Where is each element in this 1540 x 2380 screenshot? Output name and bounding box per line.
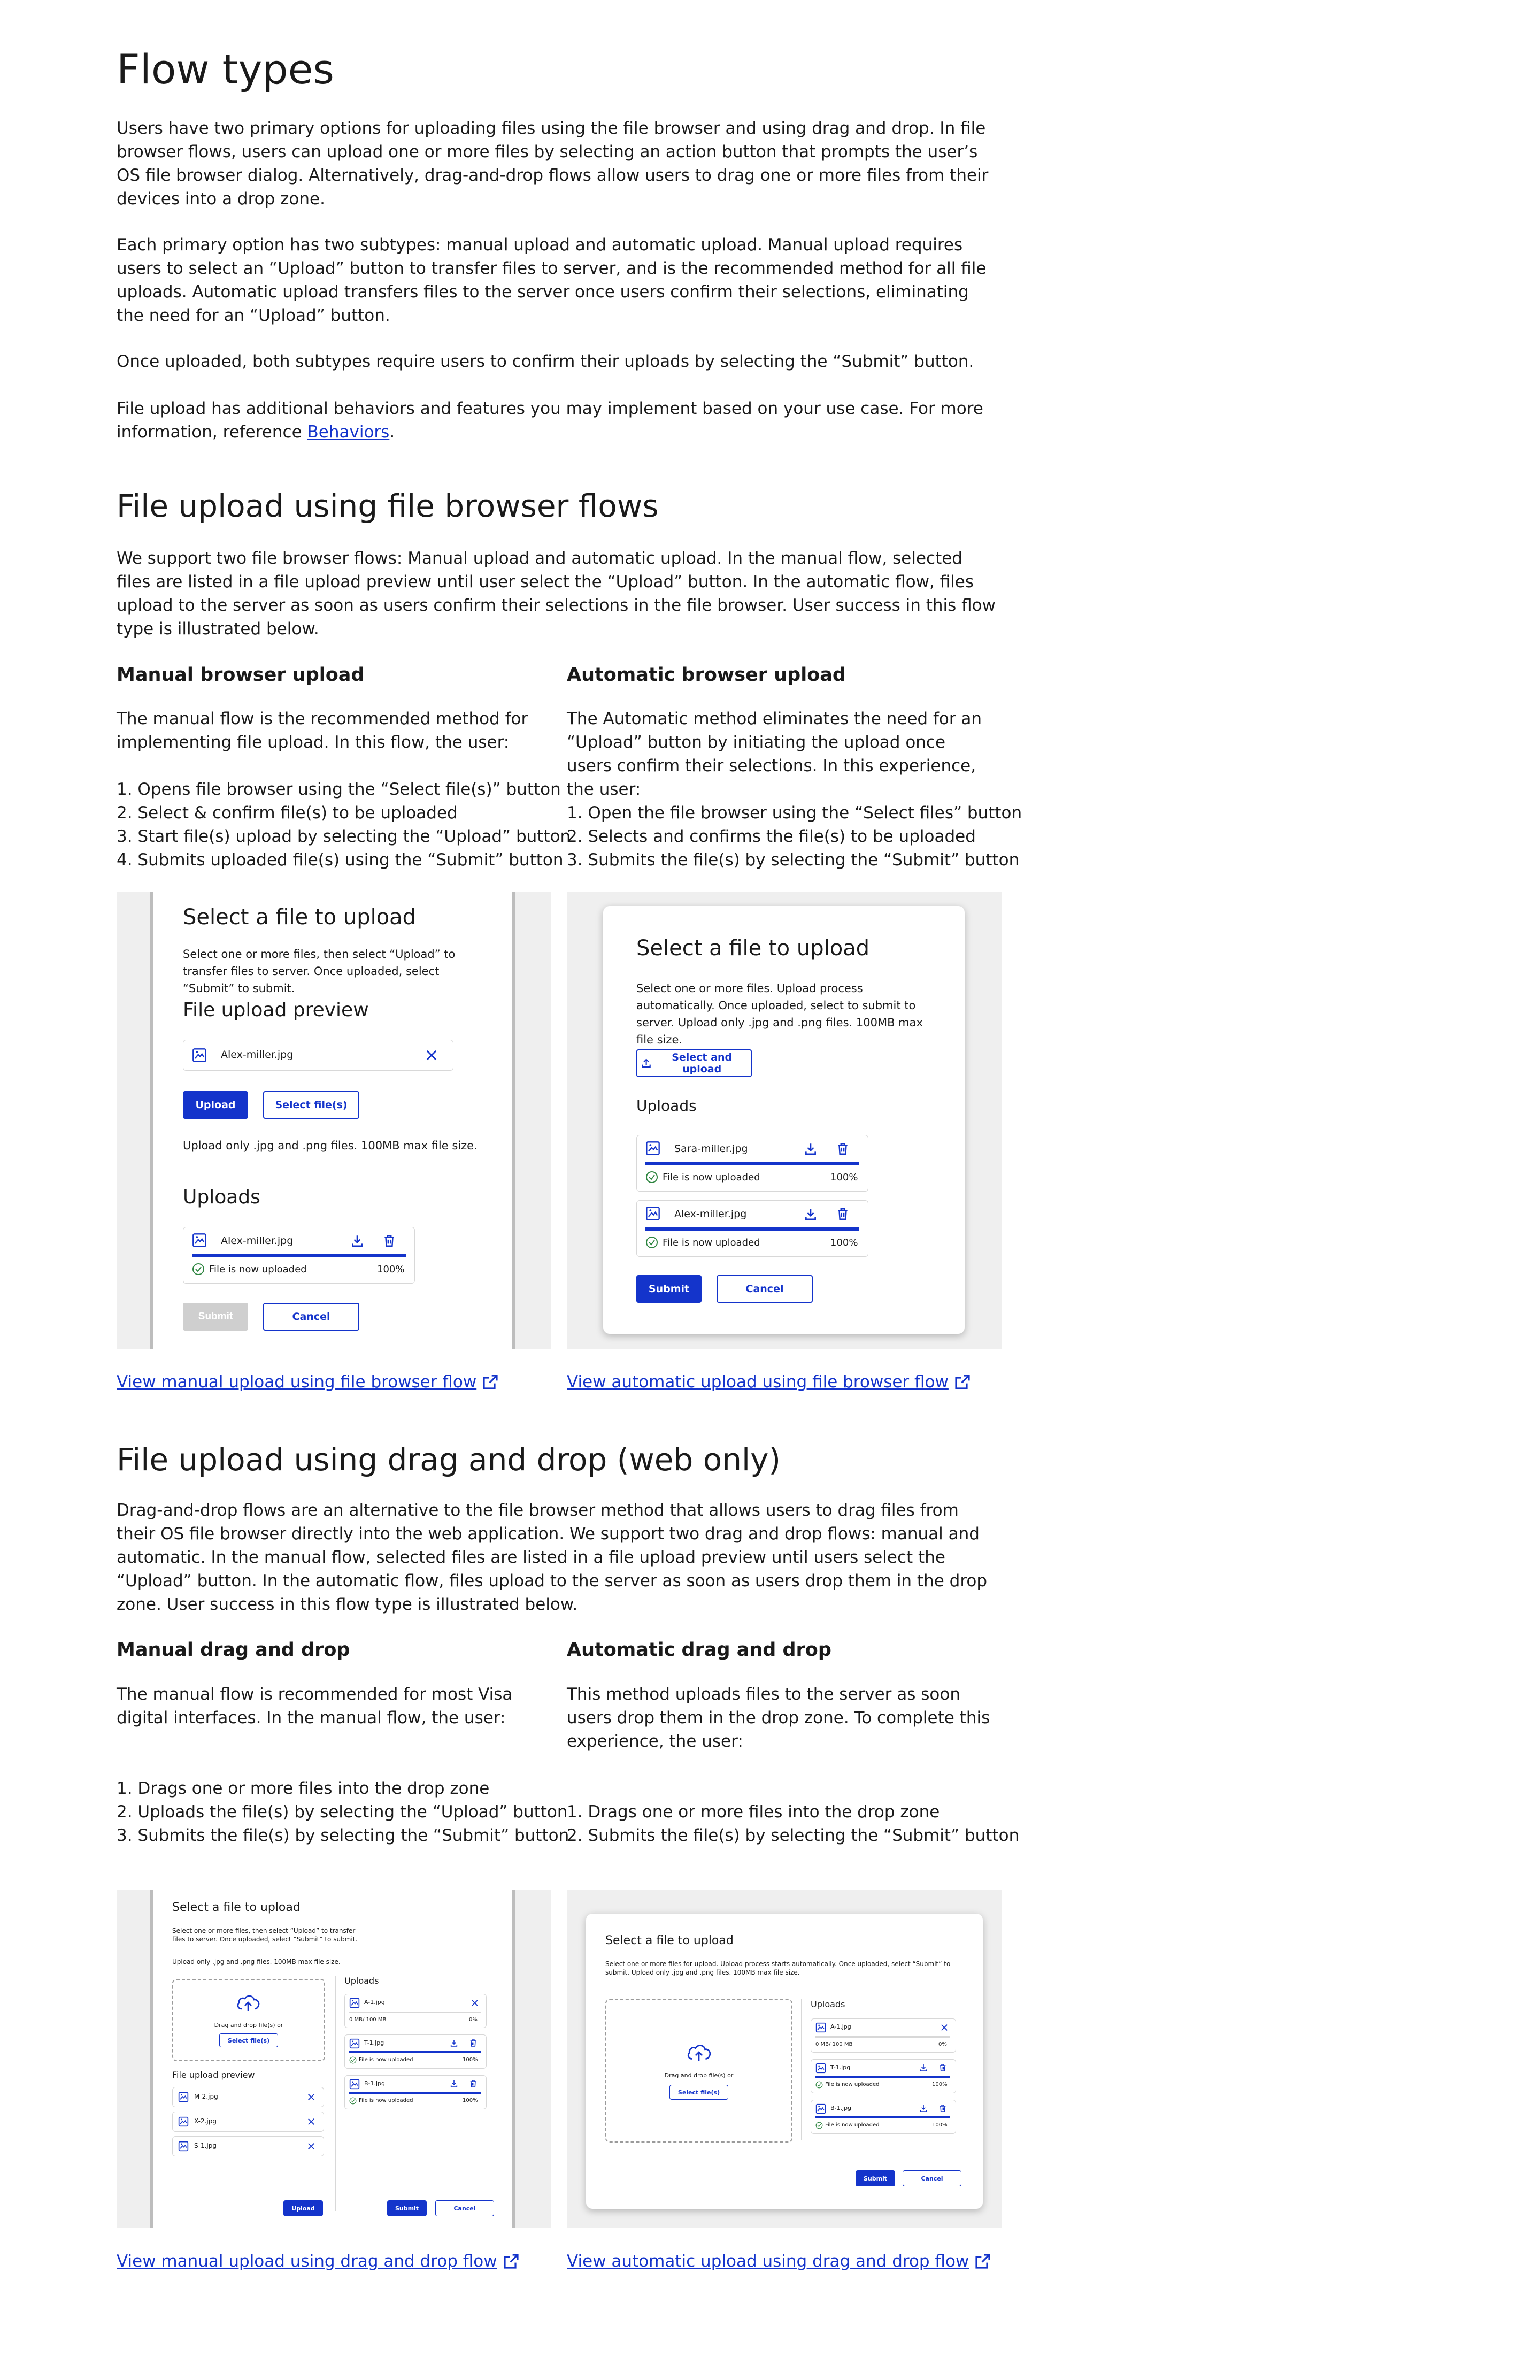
check-circle-icon [645, 1236, 658, 1249]
upload-status: File is now uploaded [825, 2082, 880, 2087]
upload-icon [641, 1057, 652, 1070]
cancel-button[interactable]: Cancel [263, 1303, 359, 1331]
automatic-browser-screenshot [567, 892, 1002, 1349]
pending-file-card [344, 1994, 487, 2028]
file-browser-flows-intro: We support two file browser flows: Manual upload and automatic upload. In the manual flow, selected files are listed in a file upload preview until user select the “Upload” button. In the automatic flow, files upload to the server as soon as users confirm their selections in the file browser. User success in this flow type is illustrated below. [117, 549, 996, 639]
dialog-description: Select one or more files for upload. Upload process starts automatically. Once uploaded, select “Submit” to submit. Upload only .jpg and .png files. 100MB max file size. [605, 1960, 951, 1976]
select-files-button[interactable]: Select file(s) [263, 1091, 359, 1119]
file-name: Alex-miller.jpg [674, 1208, 747, 1220]
manual-browser-upload-description [117, 707, 534, 754]
check-circle-icon [645, 1171, 658, 1184]
uploaded-file-card [811, 2100, 956, 2134]
preview-file-row [172, 2136, 324, 2156]
file-type-hint: Upload only .jpg and .png files. 100MB max file size. [183, 1139, 478, 1152]
manual-browser-desc-text: The manual flow is the recommended method for implementing file upload. In this flow, the user: [117, 709, 528, 752]
automatic-drag-drop-steps [567, 1800, 1019, 1847]
auto-browser-desc-text: The Automatic method eliminates the need for an “Upload” button by initiating the upload once users confirm their selections. In this experience, the user: [567, 709, 982, 799]
image-file-icon [815, 2103, 826, 2114]
drop-zone-text: Drag and drop file(s) or [664, 2072, 734, 2079]
close-icon[interactable] [306, 2092, 316, 2102]
cancel-button[interactable]: Cancel [435, 2200, 494, 2216]
upload-percent: 100% [830, 1237, 858, 1248]
dialog-description: Select one or more files. Upload process automatically. Once uploaded, select to submit to server. Upload only .jpg and .png files. 100MB max file size. [636, 982, 923, 1046]
file-name: Alex-miller.jpg [221, 1235, 294, 1247]
drag-and-drop-title: File upload using drag and drop (web only) [117, 1441, 781, 1478]
uploaded-file-card [183, 1227, 415, 1284]
behaviors-link[interactable]: Behaviors [307, 423, 390, 442]
file-name: B-1.jpg [830, 2105, 852, 2112]
upload-percent: 100% [932, 2082, 948, 2087]
select-and-upload-button[interactable] [636, 1049, 752, 1077]
pending-file-card [811, 2018, 956, 2053]
flow-types-paragraph-4 [117, 397, 999, 444]
close-icon[interactable] [470, 1998, 480, 2008]
step-item: 2. Select & confirm file(s) to be uploaded [117, 803, 458, 823]
check-circle-icon [192, 1263, 205, 1276]
image-file-icon [645, 1141, 660, 1156]
progress-bar [349, 2051, 481, 2053]
external-link-icon [954, 1373, 971, 1391]
external-link-icon [503, 2253, 520, 2270]
upload-percent: 100% [377, 1264, 405, 1275]
trash-icon[interactable] [469, 2039, 478, 2047]
progress-bar [349, 2012, 481, 2013]
view-manual-browser-link[interactable] [117, 1372, 499, 1392]
image-file-icon [349, 2079, 360, 2090]
close-icon[interactable] [306, 2117, 316, 2126]
manual-drag-drop-steps [117, 1777, 569, 1847]
preview-file-row [183, 1040, 453, 1071]
drag-and-drop-intro: Drag-and-drop flows are an alternative to the file browser method that allows users to drag files from their OS file browser directly into the web application. We support two drag and drop flows: manual and automatic. In the manual flow, selected files are listed in a file upload preview until users select the “Upload” button. In the automatic flow, files upload to the server as soon as users drop them in the drop zone. User success in this flow type is illustrated below. [117, 1501, 988, 1614]
frame-edge [150, 1890, 153, 2228]
check-circle-icon [349, 2056, 357, 2064]
step-item: 1. Drags one or more files into the drop zone [567, 1802, 940, 1822]
file-name: Sara-miller.jpg [674, 1143, 748, 1155]
select-files-button[interactable]: Select file(s) [669, 2085, 728, 2100]
flow-types-title: Flow types [117, 45, 335, 93]
automatic-browser-upload-heading: Automatic browser upload [567, 664, 846, 686]
file-name: A-1.jpg [830, 2023, 851, 2030]
image-file-icon [815, 2022, 826, 2033]
upload-percent: 100% [463, 2098, 478, 2103]
dialog-card [586, 1914, 983, 2209]
external-link-icon [482, 1373, 499, 1391]
upload-size: 0 MB/ 100 MB [815, 2041, 853, 2047]
manual-browser-screenshot [117, 892, 551, 1349]
dialog-description: Select one or more files, then select “Upload” to transfer files to server. Once uploaded, select “Submit” to submit. [172, 1927, 358, 1943]
progress-bar [645, 1227, 859, 1231]
step-item: 3. Submits the file(s) by selecting the “Submit” button [567, 850, 1020, 870]
manual-browser-steps [117, 778, 571, 872]
progress-bar [349, 2092, 481, 2094]
paragraph-4-text: File upload has additional behaviors and features you may implement based on your use case. For more information, reference [117, 399, 983, 442]
download-icon[interactable] [919, 2104, 928, 2113]
trash-icon[interactable] [469, 2079, 478, 2088]
file-type-hint: Upload only .jpg and .png files. 100MB max file size. [172, 1958, 341, 1966]
step-item: 2. Uploads the file(s) by selecting the “Upload” button [117, 1802, 568, 1822]
uploads-title: Uploads [636, 1097, 697, 1115]
manual-browser-upload-heading: Manual browser upload [117, 664, 365, 686]
image-file-icon [349, 1998, 360, 2008]
paragraph-4-end: . [389, 423, 395, 442]
automatic-drag-drop-description [567, 1683, 995, 1753]
view-automatic-browser-link[interactable] [567, 1372, 971, 1392]
flow-types-paragraph-2: Each primary option has two subtypes: manual upload and automatic upload. Manual upload requires users to select an “Upload” button to transfer files to server, and is the recommended method for all file uploads. Automatic upload transfers files to the server once users confirm their selections, eliminating the need for an “Upload” button. [117, 235, 987, 325]
upload-size: 0 MB/ 100 MB [349, 2017, 387, 2023]
upload-percent: 0% [938, 2041, 947, 2047]
progress-bar [815, 2036, 950, 2038]
link-text: View automatic upload using drag and drop flow [567, 2252, 969, 2271]
download-icon[interactable] [919, 2063, 928, 2072]
check-circle-icon [349, 2097, 357, 2105]
step-item: 2. Selects and confirms the file(s) to be uploaded [567, 827, 976, 846]
uploaded-file-card [636, 1200, 868, 1257]
trash-icon[interactable] [836, 1207, 850, 1221]
progress-bar [815, 2116, 950, 2118]
step-item: 1. Open the file browser using the “Select files” button [567, 803, 1022, 823]
preview-file-row [172, 2087, 324, 2107]
upload-status: File is now uploaded [663, 1237, 760, 1248]
download-icon[interactable] [450, 2079, 458, 2088]
view-manual-drag-drop-link[interactable] [117, 2252, 520, 2271]
cloud-upload-icon [235, 1992, 261, 2013]
upload-status: File is now uploaded [209, 1264, 307, 1275]
drop-zone-text: Drag and drop file(s) or [214, 2022, 283, 2029]
uploaded-file-card [636, 1135, 868, 1192]
image-file-icon [192, 1048, 207, 1063]
upload-percent: 100% [463, 2057, 478, 2063]
upload-percent: 100% [830, 1172, 858, 1183]
flow-types-paragraph-1: Users have two primary options for uploading files using the file browser and using drag and drop. In file browser flows, users can upload one or more files by selecting an action button that prompts the user’s OS file browser dialog. Alternatively, drag-and-drop flows allow users to drag one or more files from their devices into a drop zone. [117, 119, 989, 209]
step-item: 1. Opens file browser using the “Select file(s)” button [117, 780, 561, 799]
frame-edge [150, 892, 153, 1349]
manual-drag-drop-description [117, 1683, 534, 1730]
step-item: 2. Submits the file(s) by selecting the “Submit” button [567, 1826, 1020, 1845]
cloud-upload-icon [686, 2041, 712, 2063]
image-file-icon [349, 2038, 360, 2049]
view-automatic-drag-drop-link[interactable] [567, 2252, 991, 2271]
upload-button[interactable]: Upload [283, 2200, 323, 2216]
dialog-title: Select a file to upload [172, 1901, 301, 1914]
close-icon[interactable] [424, 1048, 439, 1063]
image-file-icon [815, 2063, 826, 2074]
file-name: X-2.jpg [194, 2117, 217, 2125]
download-icon[interactable] [804, 1142, 818, 1156]
cancel-button[interactable]: Cancel [903, 2170, 961, 2186]
uploads-title: Uploads [811, 1999, 845, 2009]
check-circle-icon [815, 2122, 823, 2129]
cancel-button[interactable]: Cancel [717, 1275, 813, 1303]
upload-status: File is now uploaded [359, 2057, 413, 2063]
step-item: 3. Start file(s) upload by selecting the “Upload” button [117, 827, 571, 846]
uploads-title: Uploads [183, 1186, 260, 1208]
image-file-icon [178, 2092, 189, 2102]
image-file-icon [178, 2116, 189, 2127]
frame-edge [512, 1890, 515, 2228]
download-icon[interactable] [450, 2039, 458, 2047]
auto-dnd-desc-text: This method uploads files to the server as soon users drop them in the drop zone. To complete this experience, the user: [567, 1685, 990, 1751]
image-file-icon [192, 1233, 207, 1248]
upload-percent: 0% [469, 2017, 478, 2023]
dialog-description: Select one or more files, then select “Upload” to transfer files to server. Once uploaded, select “Submit” to submit. [183, 948, 456, 995]
automatic-browser-steps [567, 801, 1022, 872]
trash-icon[interactable] [836, 1142, 850, 1156]
step-item: 3. Submits the file(s) by selecting the “Submit” button [117, 1826, 569, 1845]
preview-file-row [172, 2112, 324, 2132]
select-files-button[interactable]: Select file(s) [219, 2033, 278, 2047]
manual-dnd-desc-text: The manual flow is recommended for most Visa digital interfaces. In the manual flow, the user: [117, 1685, 513, 1728]
upload-percent: 100% [932, 2122, 948, 2128]
close-icon[interactable] [306, 2141, 316, 2151]
upload-status: File is now uploaded [825, 2122, 880, 2128]
link-text: View automatic upload using file browser flow [567, 1372, 949, 1392]
automatic-browser-upload-description [567, 707, 995, 801]
dialog-title: Select a file to upload [636, 936, 870, 961]
step-item: 4. Submits uploaded file(s) using the “Submit” button [117, 850, 564, 870]
external-link-icon [974, 2253, 991, 2270]
file-name: A-1.jpg [364, 1999, 385, 2006]
trash-icon[interactable] [382, 1234, 396, 1248]
file-name: Alex-miller.jpg [221, 1049, 294, 1061]
file-name: B-1.jpg [364, 2080, 386, 2087]
check-circle-icon [815, 2081, 823, 2089]
trash-icon[interactable] [938, 2104, 947, 2113]
column-divider [335, 1976, 336, 2211]
manual-drag-drop-heading: Manual drag and drop [117, 1639, 350, 1661]
upload-status: File is now uploaded [663, 1172, 760, 1183]
dialog-title: Select a file to upload [605, 1934, 734, 1947]
button-label: Select and upload [672, 1051, 733, 1075]
drop-zone[interactable] [605, 1999, 792, 2143]
progress-bar [815, 2076, 950, 2078]
step-item: 1. Drags one or more files into the drop zone [117, 1779, 490, 1798]
file-upload-preview-title: File upload preview [172, 2070, 255, 2080]
dialog-title: Select a file to upload [183, 905, 417, 930]
link-text: View manual upload using file browser flow [117, 1372, 477, 1392]
image-file-icon [645, 1206, 660, 1221]
uploaded-file-card [811, 2059, 956, 2093]
manual-drag-drop-screenshot [117, 1890, 551, 2228]
file-upload-preview-title: File upload preview [183, 999, 369, 1021]
dialog-card [603, 906, 965, 1334]
uploaded-file-card [344, 2034, 487, 2069]
uploads-title: Uploads [344, 1976, 379, 1986]
progress-bar [645, 1162, 859, 1165]
submit-button[interactable]: Submit [856, 2170, 895, 2186]
file-browser-flows-title: File upload using file browser flows [117, 488, 659, 524]
download-icon[interactable] [350, 1234, 364, 1248]
column-divider [801, 1999, 802, 2140]
frame-edge [512, 892, 515, 1349]
trash-icon[interactable] [938, 2063, 947, 2072]
file-name: T-1.jpg [830, 2064, 851, 2071]
progress-bar [192, 1254, 406, 1257]
automatic-drag-drop-heading: Automatic drag and drop [567, 1639, 831, 1661]
file-name: T-1.jpg [364, 2039, 384, 2046]
file-name: S-1.jpg [194, 2142, 217, 2149]
drop-zone[interactable] [172, 1979, 325, 2061]
download-icon[interactable] [804, 1207, 818, 1221]
file-name: M-2.jpg [194, 2093, 218, 2100]
submit-button[interactable]: Submit [387, 2200, 427, 2216]
flow-types-paragraph-3: Once uploaded, both subtypes require users to confirm their uploads by selecting the “Submit” button. [117, 352, 974, 371]
submit-button[interactable]: Submit [636, 1275, 702, 1303]
close-icon[interactable] [940, 2023, 949, 2032]
link-text: View manual upload using drag and drop flow [117, 2252, 497, 2271]
uploaded-file-card [344, 2075, 487, 2109]
upload-status: File is now uploaded [359, 2098, 413, 2103]
upload-button[interactable]: Upload [183, 1091, 248, 1119]
image-file-icon [178, 2141, 189, 2152]
automatic-drag-drop-screenshot [567, 1890, 1002, 2228]
submit-button[interactable]: Submit [183, 1303, 248, 1331]
